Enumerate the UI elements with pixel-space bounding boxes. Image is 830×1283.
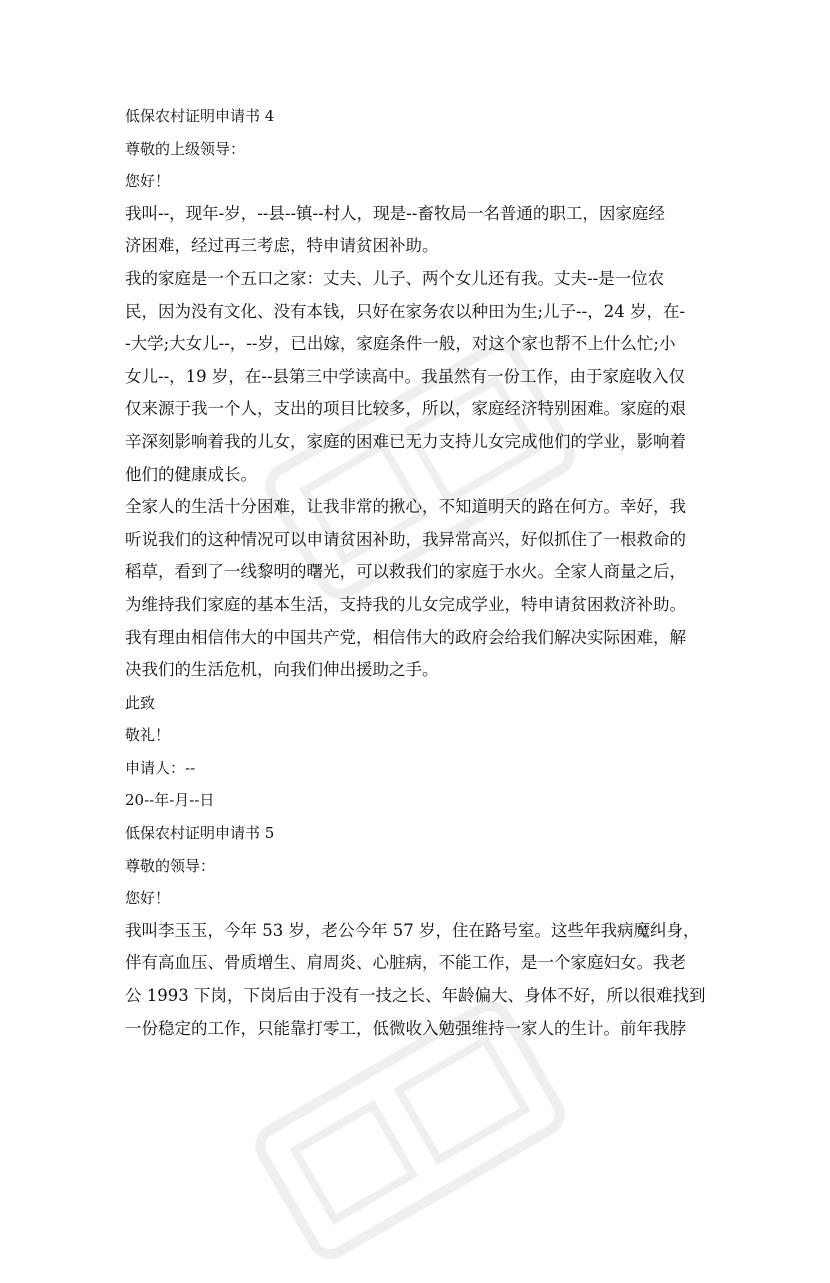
paragraph-line: 我叫--，现年-岁，--县--镇--村人，现是--畜牧局一名普通的职工，因家庭经 [125,203,665,223]
greeting: 您好！ [125,172,171,191]
applicant-line: 申请人：-- [125,758,196,777]
date-line: 20--年-月--日 [125,791,215,810]
paragraph-line: 公 1993 下岗，下岗后由于没有一技之长、年龄偏大、身体不好，所以很难找到 [125,986,705,1006]
paragraph-line: 伴有高血压、骨质增生、肩周炎、心脏病，不能工作，是一个家庭妇女。我老 [125,953,686,973]
salutation: 尊敬的上级领导： [125,139,246,158]
document-body [125,100,705,1045]
paragraph-line: 仅来源于我一个人，支出的项目比较多，所以，家庭经济特别困难。家庭的艰 [125,399,686,419]
paragraph-line: 稻草，看到了一线黎明的曙光，可以救我们的家庭于水火。全家人商量之后， [125,562,686,582]
paragraph-line: 我有理由相信伟大的中国共产党，相信伟大的政府会给我们解决实际困难，解 [125,627,686,647]
greeting: 您好！ [125,889,171,908]
paragraph-line: 决我们的生活危机，向我们伸出援助之手。 [125,660,439,680]
section-title: 低保农村证明申请书 5 [125,824,275,843]
salutation: 尊敬的领导： [125,856,216,875]
paragraph-line: 听说我们的这种情况可以申请贫困补助，我异常高兴，好似抓住了一根救命的 [125,529,686,549]
paragraph-line: 全家人的生活十分困难，让我非常的揪心，不知道明天的路在何方。幸好，我 [125,497,686,517]
paragraph-line: -大学;大女儿--，--岁，已出嫁，家庭条件一般，对这个家也帮不上什么忙;小 [125,334,676,354]
section-title: 低保农村证明申请书 4 [125,107,275,125]
paragraph-line: 我的家庭是一个五口之家：丈夫、儿子、两个女儿还有我。丈夫--是一位农 [125,268,665,288]
paragraph-line: 他们的健康成长。 [125,464,257,484]
closing-line: 此致 [125,693,156,712]
paragraph-line: 民，因为没有文化、没有本钱，只好在家务农以种田为生;儿子--，24 岁，在- [125,301,686,321]
paragraph-line: 为维持我们家庭的基本生活，支持我的儿女完成学业，特申请贫困救济补助。 [125,594,686,614]
paragraph-line: 济困难，经过再三考虑，特申请贫困补助。 [125,236,439,256]
paragraph-line: 女儿--，19 岁，在--县第三中学读高中。我虽然有一份工作，由于家庭收入仅 [125,366,686,386]
paragraph-line: 辛深刻影响着我的儿女，家庭的困难已无力支持儿女完成他们的学业，影响着 [125,431,686,451]
paragraph-line: 我叫李玉玉，今年 53 岁，老公今年 57 岁，住在路号室。这些年我病魔纠身， [125,920,700,940]
closing-line: 敬礼！ [125,726,171,745]
paragraph-line: 一份稳定的工作，只能靠打零工，低微收入勉强维持一家人的生计。前年我脖 [125,1018,686,1038]
